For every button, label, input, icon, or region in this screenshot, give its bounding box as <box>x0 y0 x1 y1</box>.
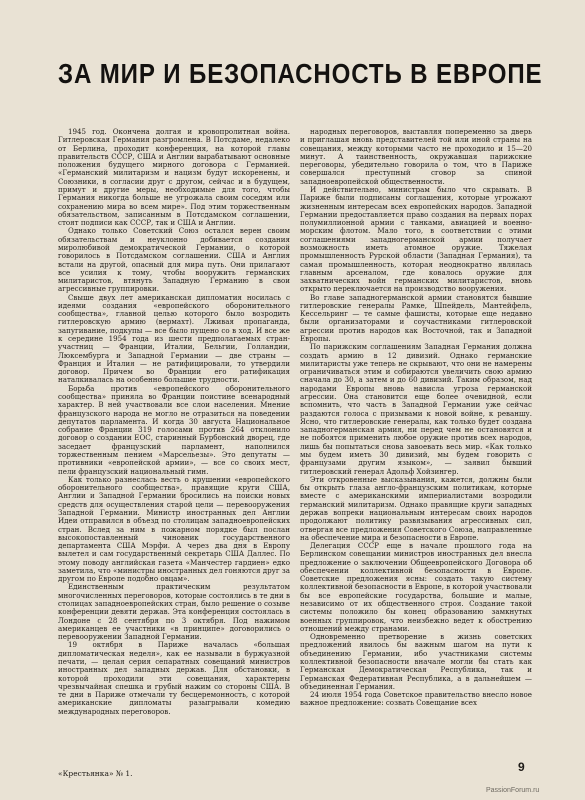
right-column <box>300 128 532 760</box>
paragraph: Свыше двух лет американская дипломатия носилась с идеями создания «европейского оборонительного сообщества», главной целью которого было возродить гитлеровскую армию (вермахт). Лживая пропаганда, запугивание, подкупы — все было пущено со в ход. И все же к середине 1954 года из шести предполагаемых стран-участниц — Франции, Италии, Бельгии, Голландии, Люксембурга и Западной Германии — две страны — Франция и Италия — не ратифицировали, то утвердили договор. Причем во Франции его ратификация наталкивалась на особенно большие трудности. <box>58 292 290 385</box>
article-title: ЗА МИР И БЕЗОПАСНОСТЬ В ЕВРОПЕ <box>58 58 543 89</box>
paragraph: Единственным практическим результатом многочисленных переговоров, которые состоялись в те дни в столицах западноевропейских стран, было решение о созыве конференции девяти держав. Эта конференция состоялась в Лондоне с 28 сентября по 3 октября. Под нажимом американцев ее участники «в принципе» договорились о перевооружении Западной Германии. <box>58 582 290 642</box>
paragraph: Однако только Советский Союз остался верен своим обязательствам и неуклонно добивается создания миролюбивой демократической Германии, о которой говорилось в Потсдамском соглашении. США и Англия встали на другой, опасный для мира путь. Они прилагают все усилия к тому, чтобы вооружить германских милитаристов, втянуть Западную Германию в свои агрессивные группировки. <box>58 226 290 294</box>
page-number: 9 <box>518 760 525 774</box>
paragraph: Делегация СССР еще в начале прошлого года на Берлинском совещании министров иностранных дел внесла предложение о заключении Общеевропейского Договора об обеспечении коллективной безопасности в Европе. Советские предложения ясны: создать такую систему коллективной безопасности в Европе, в которой участвовали бы все европейские государства, большие и малые, независимо от их общественного строя. Создание такой системы положило бы конец образованию замкнутых военных группировок, что неизбежно ведет к обострению отношений между странами. <box>300 541 532 633</box>
paragraph: 19 октября в Париже началась «большая дипломатическая неделя», как ее называли в буржуазной печати, — целая серия сепаратных совещаний министров иностранных дел западных держав. Для обстановки, в которой проходили эти совещания, характерны чрезвычайная спешка и грубый нажим со стороны США. В те дни в Париже отмечали ту бесцеремонность, с которой американские дипломаты разыгрывали комедию международных переговоров. <box>58 640 290 716</box>
left-column <box>58 128 290 760</box>
magazine-footer: «Крестьянка» № 1. <box>58 769 133 778</box>
paragraph: Борьба против «европейского оборонительного сообщества» приняла во Франции поистине всенародный характер. В ней участвовали все слои населения. Мнение французского народа не могло не отразиться на поведении депутатов парламента. И когда 30 августа Национальное собрание Франции 319 голосами против 264 отклонило договор о создании ЕОС, старинный Бурбонский дворец, где заседает французский парламент, наполнился торжественным пением «Марсельезы». Это депутаты — противники «европейской армии», — все со своих мест, пели французский национальный гимн. <box>58 383 290 476</box>
paragraph: Одновременно претворение в жизнь советских предложений явилось бы важным шагом на пути к объединению Германии, ибо участниками системы коллективной безопасности вначале могли бы стать как Германская Демократическая Республика, так и Германская Федеративная Республика, а в дальнейшем — объединенная Германия. <box>300 632 532 691</box>
paragraph: Эти откровенные высказывания, кажется, должны были бы открыть глаза англо-французским политикам, которые вместе с американскими империалистами возродили германский милитаризм. Однако правящие круги западных держав вопреки национальным интересам своих народов продолжают политику развязывания агрессивных сил, отвергая все предложения Советского Союза, направленные на обеспечение мира и безопасности в Европе. <box>300 474 532 542</box>
paragraph: народных переговоров, выставляя попеременно за дверь и приглашая вновь представителей той или иной страны на совещания, между которыми часто не проходило и 15—20 минут. А таинственность, окружавшая парижские переговоры, убедительно говорила о том, что в Париже совершался преступный сговор за спиной западноевропейской общественности. <box>300 128 532 186</box>
paragraph: Как только разнеслась весть о крушении «европейского оборонительного сообщества», правящие круги США, Англии и Западной Германии бросились на поиски новых средств для осуществления старой цели — перевооружения Западной Германии. Министр иностранных дел Англии Идеи отправился в объезд по столицам западноевропейских стран. Вслед за ним в пожарном порядке был послан высокопоставленный чиновник государственного департамента США Мэрфи. А через два дня в Европу вылетел и сам государственный секретарь США Даллес. По этому поводу английская газета «Манчестер гардиен» едко заметила, что «министры иностранных дел гоняются друг за другом по Европе подобно овцам». <box>58 474 290 584</box>
watermark: PassionForum.ru <box>486 787 540 794</box>
paragraph: 24 июля 1954 года Советское правительство внесло новое важное предложение: созвать Совещание всех <box>300 690 532 708</box>
paragraph: И действительно, министрам было что скрывать. В Париже были подписаны соглашения, которые угрожают жизненным интересам всех европейских народов. Западной Германии предоставляется право создания на первых порах полумиллионной армии с танками, авиацией и военно-морским флотом. Мало того, в соответствии с этими соглашениями западногерманской армии получает возможность иметь атомное оружие. Тяжелая промышленность Рурской области (Западная Германия), та самая промышленность, которая неоднократно являлась главным арсеналом, где ковалось оружие для захватнических войн германских милитаристов, вновь открыто переключается на производство вооружения. <box>300 184 532 294</box>
paragraph: По парижским соглашениям Западная Германия должна создать армию в 12 дивизий. Однако германские милитаристы уже теперь не скрывают, что они не намерены ограничиваться этим и собираются увеличить свою армию сначала до 30, а затем и до 60 дивизий. Таким образом, над народами Европы вновь нависла угроза германской агрессии. Она становится еще более очевидной, если вспомнить, что часть в Западной Германии уже сейчас раздаются голоса с призывами к новой войне, к реваншу. Ясно, что гитлеровские генералы, как только будет создана западногерманская армия, ни перед чем не остановятся и не побоятся применить любое оружие против всех народов, лишь бы попытаться снова завоевать весь мир. «Как только мы будем иметь 30 дивизий, мы будем говорить с французами другим языком», — заявил бывший гитлеровский генерал Адольф Хойзингер. <box>300 342 532 476</box>
paragraph: 1945 год. Окончена долгая и кровопролитная война. Гитлеровская Германия разгромлена. В Потсдаме, недалеко от Берлина, проходит конференция, на которой главы правительств СССР, США и Англии вырабатывают основные положения будущего мирного договора с Германией. «Германский милитаризм и нацизм будут искоренены, и Союзники, в согласии друг с другом, сейчас и в будущем, примут и другие меры, необходимые для того, чтобы Германия никогда больше не угрожала своим соседям или сохранению мира во всем мире». Под этим торжественным обязательством, записанным в Потсдамском соглашении, стоят подписи как СССР, так и США и Англии. <box>58 128 290 228</box>
paragraph: Во главе западногерманской армии становятся бывшие гитлеровские генералы Рамке, Шпейдель, Мантейфель, Кессельринг — те самые фашисты, которые еще недавно были организаторами и соучастниками гитлеровской агрессии против народов как Восточной, так и Западной Европы. <box>300 292 532 344</box>
